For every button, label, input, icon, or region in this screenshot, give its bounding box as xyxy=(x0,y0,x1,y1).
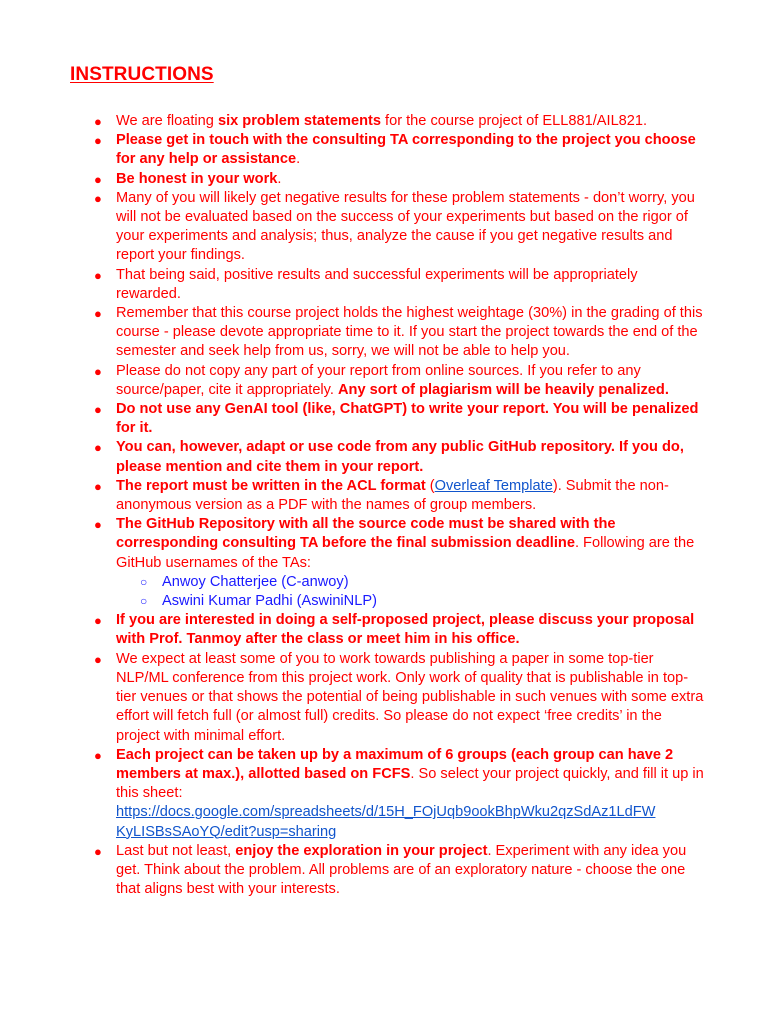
bullet-icon: ● xyxy=(94,613,102,629)
instruction-list xyxy=(0,112,768,899)
list-item: ● Many of you will likely get negative results for these problem statements - don’t worry, you will not be evaluated based on the success of your experiments but based on the rigor of your experiments and analysis; thus, analyze the cause if you get negative results and report your findings. xyxy=(94,189,695,264)
bullet-icon: ● xyxy=(94,517,102,533)
bullet-icon: ● xyxy=(94,190,102,206)
bullet-icon: ● xyxy=(94,843,102,859)
list-item: ● The GitHub Repository with all the source code must be shared with the corresponding consulting TA before the final submission deadline. Following are the GitHub usernames of the TAs: ○ Anwoy Chatterjee (C-anwoy) ○ Aswini Kumar Padhi (AswiniNLP) xyxy=(0,515,768,611)
list-item: ● Last but not least, enjoy the exploration in your project. Experiment with any idea you get. Think about the problem. All problems are of an exploratory nature - choose the one that aligns best with your interests. xyxy=(94,842,687,898)
list-item: ● The report must be written in the ACL format (Overleaf Template). Submit the non-anonymous version as a PDF with the names of group members. xyxy=(94,477,669,514)
list-item: ● Each project can be taken up by a maximum of 6 groups (each group can have 2 members at max.), allotted based on FCFS. So select your project quickly, and fill it up in this sheet: https://docs.google.com/spreadsheets/d/15H_FOjUqb9ookBhpWku2qzSdAz1LdFW KyLISBsSAoYQ/edit?usp=sharing xyxy=(94,746,704,840)
ta-item: ○ Aswini Kumar Padhi (AswiniNLP) xyxy=(116,592,706,611)
bullet-icon: ● xyxy=(94,747,102,763)
list-item: ● We are floating six problem statements for the course project of ELL881/AIL821. xyxy=(0,112,768,131)
list-item: ● Please get in touch with the consulting TA corresponding to the project you choose for any help or assistance. xyxy=(94,132,696,168)
bullet-icon: ● xyxy=(94,402,102,418)
bullet-icon: ● xyxy=(94,114,102,129)
bullet-icon: ● xyxy=(94,651,102,667)
page-title: INSTRUCTIONS xyxy=(70,64,214,85)
bullet-icon: ● xyxy=(94,478,102,494)
bullet-icon: ● xyxy=(94,171,102,187)
ta-list xyxy=(116,573,706,611)
circle-bullet-icon: ○ xyxy=(140,594,148,609)
ta-item: ○ Anwoy Chatterjee (C-anwoy) xyxy=(116,573,706,592)
overleaf-template-link[interactable]: Overleaf Template xyxy=(434,477,553,494)
list-item: ● Do not use any GenAI tool (like, ChatGPT) to write your report. You will be penalized for it. xyxy=(94,401,699,437)
list-item: ● Be honest in your work. xyxy=(0,170,768,189)
spreadsheet-link[interactable]: https://docs.google.com/spreadsheets/d/15H_FOjUqb9ookBhpWku2qzSdAz1LdFW KyLISBsSAoYQ/edit?usp=sharing xyxy=(116,804,656,840)
list-item: ● If you are interested in doing a self-proposed project, please discuss your proposal with Prof. Tanmoy after the class or meet him in his office. xyxy=(94,612,695,648)
circle-bullet-icon: ○ xyxy=(140,574,148,589)
list-item: ● You can, however, adapt or use code from any public GitHub repository. If you do, please mention and cite them in your report. xyxy=(94,439,684,475)
bullet-icon: ● xyxy=(94,133,102,149)
bullet-icon: ● xyxy=(94,363,102,379)
bullet-icon: ● xyxy=(94,306,102,322)
list-item: ● Please do not copy any part of your report from online sources. If you refer to any source/paper, cite it appropriately. Any sort of plagiarism will be heavily penalized. xyxy=(94,362,669,398)
bullet-icon: ● xyxy=(94,267,102,283)
list-item: ● We expect at least some of you to work towards publishing a paper in some top-tier NLP/ML conference from this project work. Only work of quality that is publishable in top-tier venues or that shows the potential of being publishable in such venues with some extra effort will fetch full (or almost full) credits. So please do not expect ‘free credits’ in the project with minimal effort. xyxy=(94,650,704,744)
list-item: ● That being said, positive results and successful experiments will be appropriately rewarded. xyxy=(94,266,638,302)
bullet-icon: ● xyxy=(94,440,102,456)
list-item: ● Remember that this course project holds the highest weightage (30%) in the grading of this course - please devote appropriate time to it. If you start the project towards the end of the semester and seek help from us, sorry, we will not be able to help you. xyxy=(94,305,703,360)
